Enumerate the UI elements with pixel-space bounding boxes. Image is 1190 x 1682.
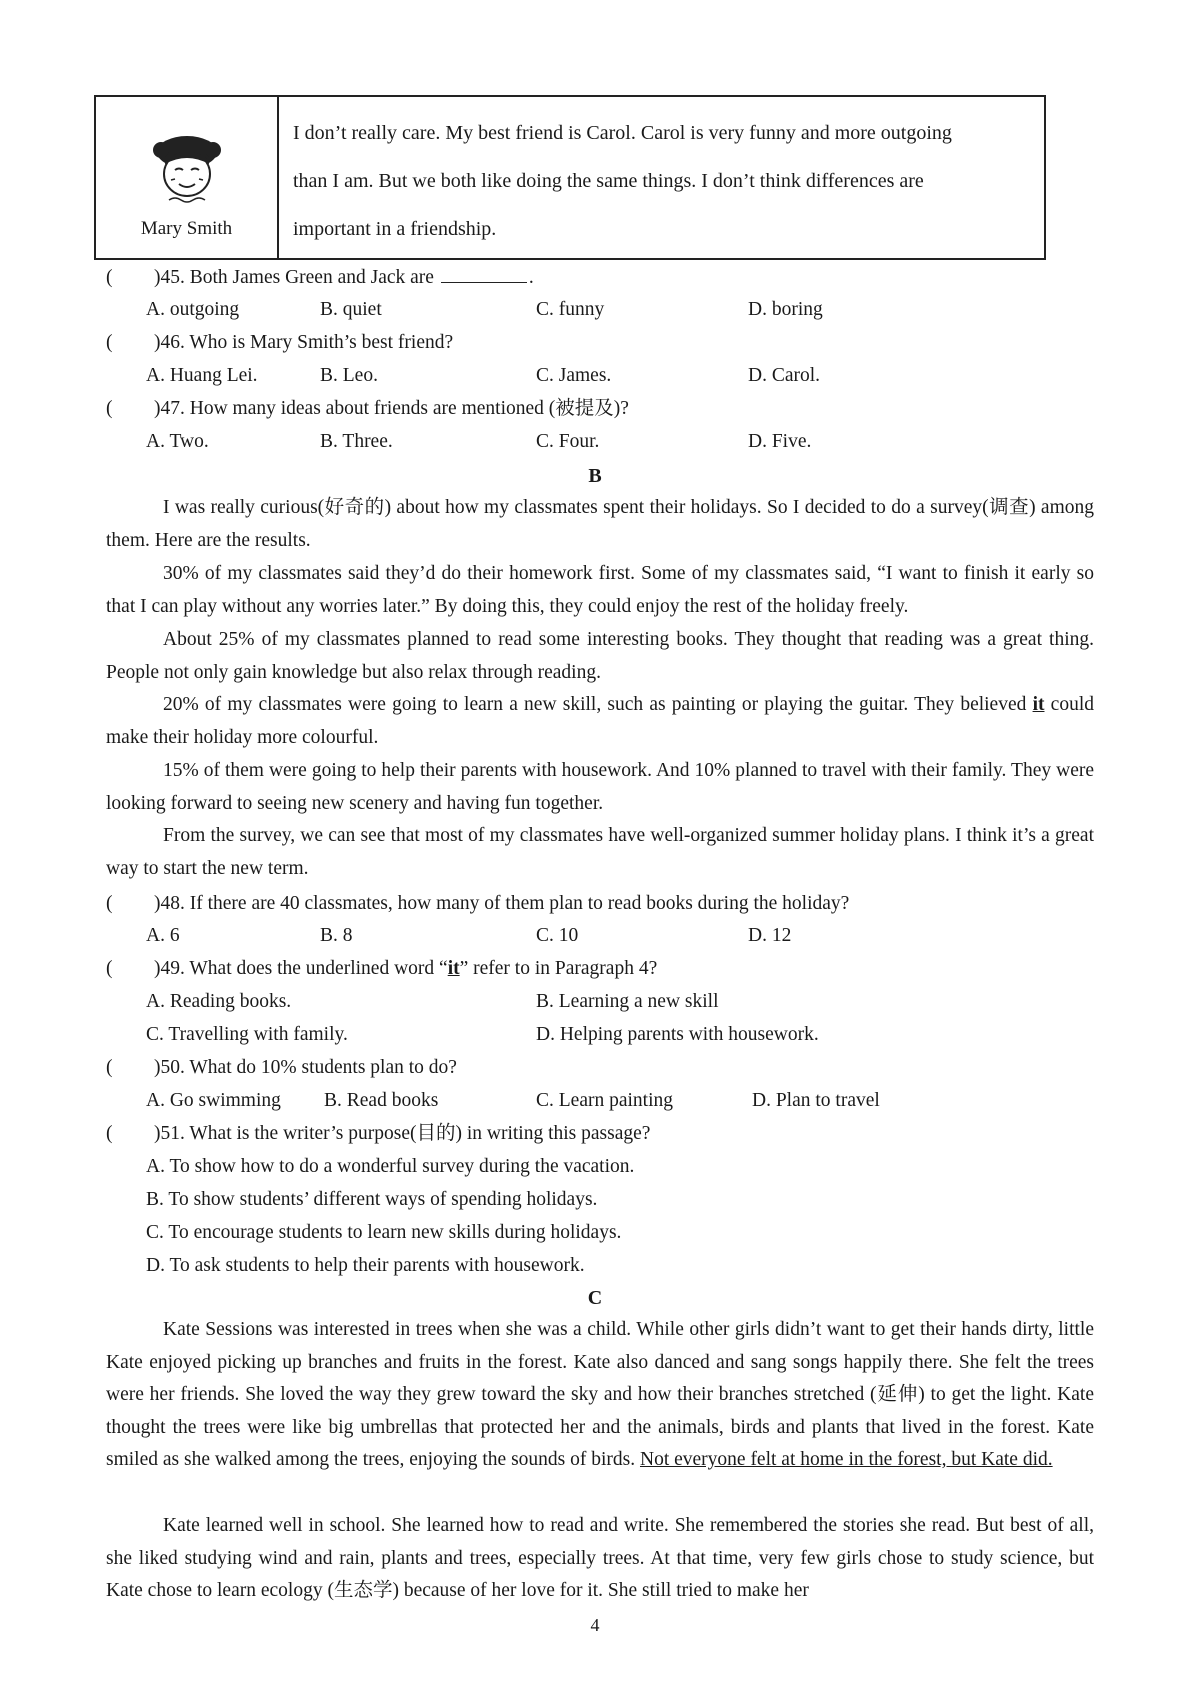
option-d[interactable]: D. To ask students to help their parents with housework.	[146, 1255, 585, 1276]
option-d[interactable]: D. Five.	[748, 431, 812, 452]
option-b[interactable]: B. Learning a new skill	[536, 991, 719, 1012]
option-c[interactable]: C. Learn painting	[536, 1090, 674, 1111]
question-45: )45. Both James Green and Jack are .	[154, 262, 534, 294]
option-c[interactable]: C. James.	[536, 365, 612, 386]
answer-paren: (	[106, 893, 113, 914]
question-48: )48. If there are 40 classmates, how many of them plan to read books during the holiday?	[154, 893, 850, 914]
answer-paren: (	[106, 332, 113, 353]
option-b[interactable]: B. Read books	[324, 1090, 439, 1111]
question-47: )47. How many ideas about friends are mentioned (被提及)?	[154, 398, 629, 419]
girl-avatar-icon	[147, 130, 227, 210]
passage-b-paragraph-3: About 25% of my classmates planned to read some interesting books. They thought that reading was a great thing. People not only gain knowledge but also relax through reading.	[106, 629, 1094, 683]
question-50: )50. What do 10% students plan to do?	[154, 1057, 457, 1078]
section-title-b: B	[588, 465, 602, 487]
option-a[interactable]: A. outgoing	[146, 299, 240, 320]
underlined-word: it	[1032, 694, 1045, 715]
passage-b-paragraph-6: From the survey, we can see that most of my classmates have well-organized summer holiday plans. I think it’s a great way to start the new term.	[106, 825, 1094, 879]
answer-blank[interactable]	[441, 262, 527, 283]
profile-name: Mary Smith	[140, 218, 233, 239]
option-a[interactable]: A. To show how to do a wonderful survey during the vacation.	[146, 1156, 635, 1177]
answer-paren: (	[106, 1057, 113, 1078]
answer-paren: (	[106, 267, 113, 288]
passage-b-paragraph-2: 30% of my classmates said they’d do their homework first. Some of my classmates said, “I want to finish it early so that I can play without any worries later.” By doing this, they could enjoy the rest of the holiday freely.	[106, 563, 1094, 617]
option-c[interactable]: C. 10	[536, 925, 579, 946]
option-c[interactable]: C. Four.	[536, 431, 600, 452]
question-46: )46. Who is Mary Smith’s best friend?	[154, 332, 454, 353]
section-title-c: C	[587, 1287, 603, 1309]
option-a[interactable]: A. 6	[146, 925, 180, 946]
statement-line: important in a friendship.	[293, 218, 497, 240]
option-b[interactable]: B. Leo.	[320, 365, 378, 386]
passage-b-paragraph-4: 20% of my classmates were going to learn a new skill, such as painting or playing the guitar. They believed it could make their holiday more colourful.	[106, 694, 1094, 748]
question-49: )49. What does the underlined word “it” refer to in Paragraph 4?	[154, 958, 658, 979]
option-d[interactable]: D. Plan to travel	[752, 1090, 880, 1111]
option-c[interactable]: C. funny	[536, 299, 605, 320]
option-c[interactable]: C. Travelling with family.	[146, 1024, 348, 1045]
statement-line: I don’t really care. My best friend is Carol. Carol is very funny and more outgoing	[293, 122, 952, 144]
passage-b-paragraph-5: 15% of them were going to help their parents with housework. And 10% planned to travel with their family. They were looking forward to seeing new scenery and having fun together.	[106, 760, 1094, 814]
option-a[interactable]: A. Reading books.	[146, 991, 292, 1012]
answer-paren: (	[106, 398, 113, 419]
statement-line: than I am. But we both like doing the same things. I don’t think differences are	[293, 170, 924, 192]
option-a[interactable]: A. Two.	[146, 431, 209, 452]
option-a[interactable]: A. Go swimming	[146, 1090, 281, 1111]
answer-paren: (	[106, 958, 113, 979]
passage-c-paragraph-1: Kate Sessions was interested in trees when she was a child. While other girls didn’t want to get their hands dirty, little Kate enjoyed picking up branches and fruits in the forest. Kate also danced and sang songs happily there. She felt the trees were her friends. She loved the way they grew toward the sky and how their branches stretched (延伸) to get the light. Kate thought the trees were like big umbrellas that protected her and the animals, birds and plants that lived in the forest. Kate smiled as she walked among the trees, enjoying the sounds of birds. Not everyone felt at home in the forest, but Kate did.	[106, 1319, 1094, 1471]
underlined-sentence: Not everyone felt at home in the forest, but Kate did.	[639, 1449, 1053, 1471]
profile-statement	[279, 97, 1044, 258]
option-a[interactable]: A. Huang Lei.	[146, 365, 258, 386]
profile-table	[94, 95, 1046, 260]
option-b[interactable]: B. To show students’ different ways of spending holidays.	[146, 1189, 598, 1210]
option-b[interactable]: B. 8	[320, 925, 353, 946]
profile-cell-person	[96, 97, 279, 258]
option-b[interactable]: B. quiet	[320, 299, 382, 320]
passage-c-paragraph-2: Kate learned well in school. She learned how to read and write. She remembered the stories she read. But best of all, she liked studying wind and rain, plants and trees, especially trees. At that time, very few girls chose to study science, but Kate chose to learn ecology (生态学) because of her love for it. She still tried to make her	[106, 1515, 1094, 1602]
answer-paren: (	[106, 1123, 113, 1144]
option-b[interactable]: B. Three.	[320, 431, 393, 452]
option-d[interactable]: D. 12	[748, 925, 792, 946]
passage-b-paragraph-1: I was really curious(好奇的) about how my classmates spent their holidays. So I decided to do a survey(调查) among them. Here are the results.	[106, 497, 1094, 551]
option-d[interactable]: D. Helping parents with housework.	[536, 1024, 819, 1045]
option-d[interactable]: D. Carol.	[748, 365, 821, 386]
option-d[interactable]: D. boring	[748, 299, 823, 320]
underlined-word: it	[447, 958, 460, 979]
question-51: )51. What is the writer’s purpose(目的) in writing this passage?	[154, 1123, 651, 1144]
option-c[interactable]: C. To encourage students to learn new skills during holidays.	[146, 1222, 622, 1243]
page-number: 4	[590, 1615, 600, 1635]
